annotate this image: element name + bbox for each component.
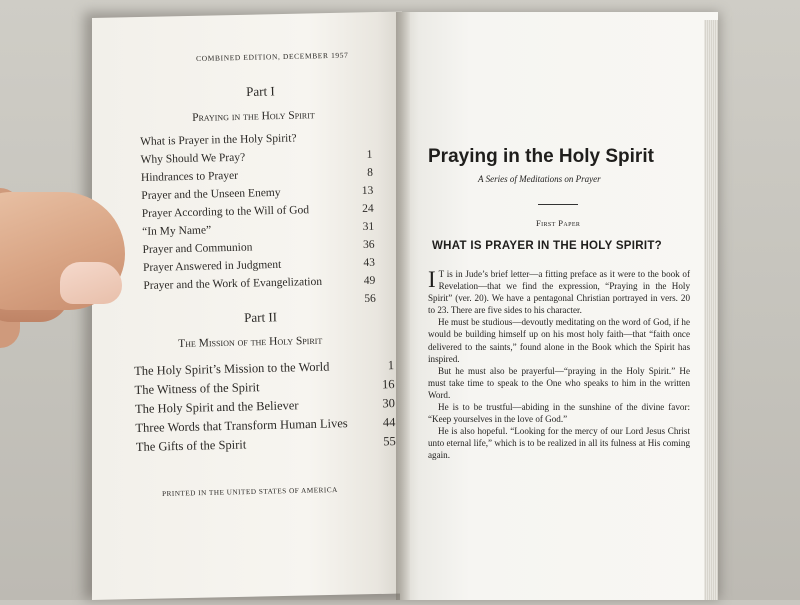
toc-entry-title: The Witness of the Spirit [134,380,260,397]
toc-entry-title: Prayer and the Work of Evangelization [143,275,323,292]
toc-entry-page: 13 [361,184,374,197]
toc-entry-title: What is Prayer in the Holy Spirit? [140,132,297,148]
toc-entry-page: 56 [364,292,376,305]
toc-entry-page: 44 [382,415,396,430]
page-edge [704,20,718,600]
paper-label: First Paper [536,218,581,228]
part2-title: The Mission of the Holy Spirit [178,334,323,350]
toc-entry-page: 1 [366,148,373,161]
body-paragraph-1: I T is in Jude’s brief letter—a fitting preface as it were to the book of Revelation—that we find the expression, “Praying in the Holy Spirit” (ver. 20). We have a pentagonal Christian portrayed in vers. 20 to 23. There are five sides to his character. [428,267,690,316]
toc-entry-page: 31 [362,220,375,233]
toc-entry-title: Hindrances to Prayer [140,169,239,184]
edition-line: COMBINED EDITION, DECEMBER 1957 [196,50,349,63]
chapter-body [428,268,690,462]
body-paragraph-2: He must be studious—devoutly meditating on the word of God, if he would be building himself up on his most holy faith—that “faith once delivered to the saints,” found alone in the Book which the Spirit has inspired. [428,317,690,364]
body-paragraph-3: But he must also be prayerful—“praying in the Holy Spirit.” He must take time to speak to the One who speaks to him in the written Word. [428,365,690,400]
toc-entry-page: 16 [381,377,395,392]
toc-entry-title: Prayer and the Unseen Enemy [141,186,281,202]
toc-entry-page: 30 [382,396,396,411]
drop-cap: I [428,267,436,292]
book-subtitle: A Series of Meditations on Prayer [478,174,601,184]
printed-in-line: PRINTED IN THE UNITED STATES OF AMERICA [162,486,338,498]
toc-entry-title: The Holy Spirit’s Mission to the World [134,359,330,378]
toc-entry-title: Why Should We Pray? [140,151,246,166]
toc-entry-title: Three Words that Transform Human Lives [135,416,348,435]
toc-entry-page: 55 [383,434,396,449]
toc-entry-page: 43 [363,256,376,269]
toc-entry-title: Prayer Answered in Judgment [142,258,282,274]
body-paragraph-4: He is to be trustful—abiding in the sunshine of the divine favor: “Keep yourselves in the love of God.” [428,402,690,425]
part1-contents [140,131,376,316]
part2-contents [134,358,396,459]
toc-entry-page: 8 [367,166,374,179]
part1-title: Praying in the Holy Spirit [192,109,315,124]
toc-entry-page: 1 [387,358,395,373]
part1-heading: Part I [246,83,275,99]
title-divider [538,204,578,205]
part2-heading: Part II [244,309,278,325]
toc-entry-title: “In My Name” [142,224,212,238]
toc-entry-page: 49 [363,274,376,287]
toc-entry-title: Prayer and Communion [142,241,253,256]
thumb-nail [60,262,122,304]
body-paragraph-5: He is also hopeful. “Looking for the mercy of our Lord Jesus Christ unto eternal life,” which is to be realized in all its fulness at His coming again. [428,426,690,461]
book-title: Praying in the Holy Spirit [428,146,654,167]
book-gutter [396,12,410,600]
toc-entry-title: The Gifts of the Spirit [135,437,247,454]
toc-entry-page: 24 [362,202,374,215]
chapter-heading: WHAT IS PRAYER IN THE HOLY SPIRIT? [432,240,663,252]
toc-entry-title: Prayer According to the Will of God [141,204,310,220]
toc-entry-title: The Holy Spirit and the Believer [134,398,299,416]
toc-entry-page: 36 [362,238,375,251]
